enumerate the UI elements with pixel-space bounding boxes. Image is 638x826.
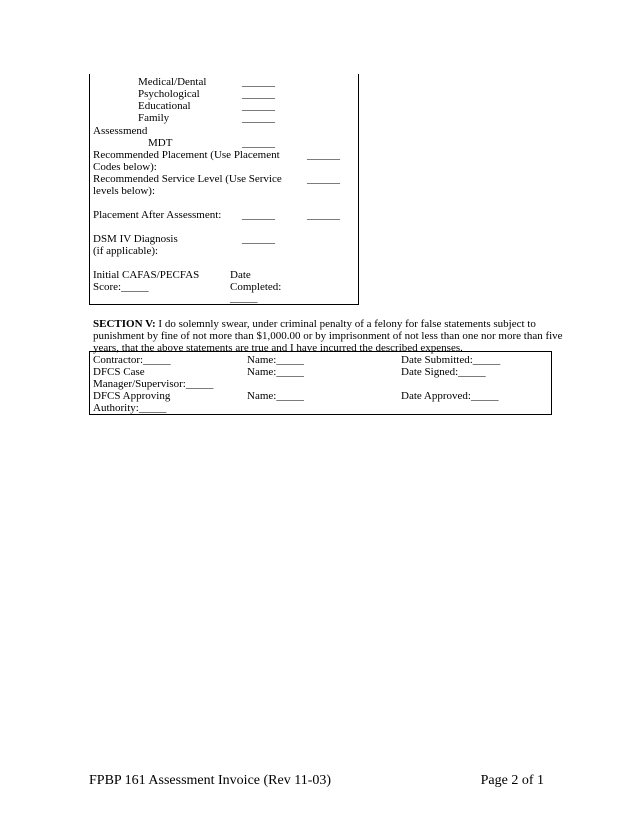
authority-field: Authority:_____: [93, 402, 167, 414]
dfcs-case-label: DFCS Case: [93, 366, 145, 378]
section-v-line-1: I do solemnly swear, under criminal penalty of a felony for false statements subject to: [155, 318, 536, 330]
recommended-placement-blank: ______: [307, 149, 340, 161]
medical-dental-label: Medical/Dental: [138, 76, 207, 88]
family-label: Family: [138, 112, 170, 124]
date-approved-field: Date Approved:_____: [401, 390, 499, 402]
psychological-label: Psychological: [138, 88, 200, 100]
psychological-blank: ______: [242, 88, 275, 100]
cafas-label: Initial CAFAS/PECFAS: [93, 269, 200, 281]
date-signed-field: Date Signed:_____: [401, 366, 486, 378]
section-v-paragraph: [93, 318, 536, 330]
manager-supervisor-field: Manager/Supervisor:_____: [93, 378, 214, 390]
assessed-label: Assessmend: [93, 125, 148, 137]
dsm-label: DSM IV Diagnosis: [93, 233, 178, 245]
name-field-3: Name:_____: [247, 390, 304, 402]
section-v-line-2: punishment by fine of not more than $1,000.00 or by imprisonment of not less than one nor more than five: [93, 330, 563, 342]
cafas-score-label: Score:_____: [93, 281, 149, 293]
recommended-placement-label-2: Codes below):: [93, 161, 157, 173]
mdt-blank: ______: [242, 137, 275, 149]
medical-dental-blank: ______: [242, 76, 275, 88]
recommended-service-label-2: levels below):: [93, 185, 156, 197]
placement-after-blank-1: ______: [242, 209, 275, 221]
date-submitted-field: Date Submitted:_____: [401, 354, 501, 366]
name-field-2: Name:_____: [247, 366, 304, 378]
date-completed-blank: _____: [230, 292, 258, 304]
dfcs-approving-label: DFCS Approving: [93, 390, 171, 402]
contractor-field: Contractor:_____: [93, 354, 171, 366]
date-label: Date: [230, 269, 251, 281]
dsm-label-2: (if applicable):: [93, 245, 159, 257]
dsm-blank: ______: [242, 233, 275, 245]
educational-blank: ______: [242, 100, 275, 112]
placement-after-blank-2: ______: [307, 209, 340, 221]
mdt-label: MDT: [148, 137, 173, 149]
recommended-service-blank: ______: [307, 173, 340, 185]
form-title-footer: FPBP 161 Assessment Invoice (Rev 11-03): [89, 773, 332, 788]
family-blank: ______: [242, 112, 275, 124]
page-number-footer: Page 2 of 1: [480, 773, 544, 788]
section-v-heading: SECTION V:: [93, 318, 156, 330]
placement-after-label: Placement After Assessment:: [93, 209, 222, 221]
date-completed-label: Completed:: [230, 281, 282, 293]
name-field-1: Name:_____: [247, 354, 304, 366]
recommended-placement-label: Recommended Placement (Use Placement: [93, 149, 280, 161]
recommended-service-label: Recommended Service Level (Use Service: [93, 173, 282, 185]
educational-label: Educational: [138, 100, 191, 112]
section-v-line-3: years, that the above statements are true and I have incurred the described expenses.: [93, 342, 463, 354]
